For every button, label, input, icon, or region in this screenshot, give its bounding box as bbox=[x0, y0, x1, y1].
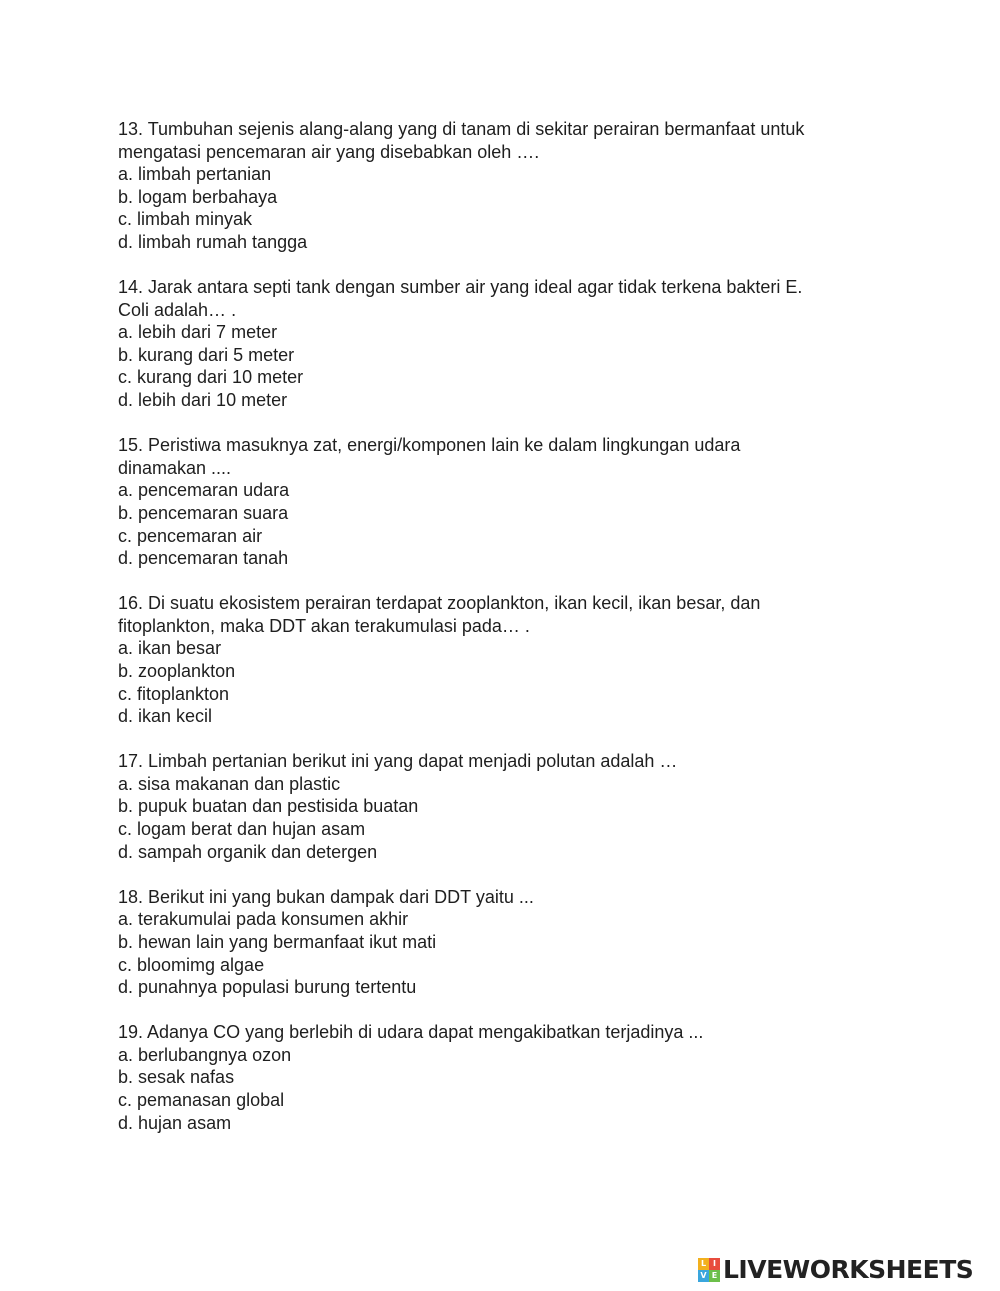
logo-letter: I bbox=[709, 1258, 720, 1270]
option-a: a. terakumulai pada konsumen akhir bbox=[118, 909, 409, 930]
question-17 bbox=[118, 750, 878, 863]
option-b: b. kurang dari 5 meter bbox=[118, 344, 295, 365]
question-text: fitoplankton, maka DDT akan terakumulasi pada… . bbox=[118, 615, 530, 636]
option-c: c. bloomimg algae bbox=[118, 954, 265, 975]
option-c: c. fitoplankton bbox=[118, 683, 230, 704]
option-a: a. pencemaran udara bbox=[118, 480, 290, 501]
option-a: a. sisa makanan dan plastic bbox=[118, 773, 341, 794]
option-c: c. kurang dari 10 meter bbox=[118, 367, 304, 388]
option-a: a. ikan besar bbox=[118, 638, 222, 659]
question-text: 19. Adanya CO yang berlebih di udara dapat mengakibatkan terjadinya ... bbox=[118, 1022, 704, 1043]
question-15 bbox=[118, 434, 878, 570]
option-c: c. pencemaran air bbox=[118, 525, 263, 546]
option-a: a. lebih dari 7 meter bbox=[118, 322, 278, 343]
option-a: a. berlubangnya ozon bbox=[118, 1044, 292, 1065]
option-d: d. lebih dari 10 meter bbox=[118, 390, 288, 411]
brand-name: LIVEWORKSHEETS bbox=[723, 1255, 974, 1284]
question-text: 14. Jarak antara septi tank dengan sumber air yang ideal agar tidak terkena bakteri E. bbox=[118, 277, 803, 298]
option-b: b. logam berbahaya bbox=[118, 186, 278, 207]
option-c: c. limbah minyak bbox=[118, 209, 253, 230]
option-b: b. zooplankton bbox=[118, 660, 236, 681]
option-b: b. hewan lain yang bermanfaat ikut mati bbox=[118, 931, 437, 952]
question-text: 17. Limbah pertanian berikut ini yang dapat menjadi polutan adalah … bbox=[118, 751, 678, 772]
option-d: d. pencemaran tanah bbox=[118, 548, 289, 569]
option-b: b. pupuk buatan dan pestisida buatan bbox=[118, 796, 419, 817]
logo-letter: L bbox=[698, 1258, 709, 1270]
question-14 bbox=[118, 276, 878, 412]
option-a: a. limbah pertanian bbox=[118, 164, 272, 185]
question-text: Coli adalah… . bbox=[118, 299, 237, 320]
question-text: 18. Berikut ini yang bukan dampak dari DDT yaitu ... bbox=[118, 886, 534, 907]
option-d: d. hujan asam bbox=[118, 1112, 232, 1133]
question-16 bbox=[118, 592, 878, 728]
question-text: dinamakan .... bbox=[118, 457, 232, 478]
logo-letter: E bbox=[709, 1270, 720, 1282]
question-18 bbox=[118, 886, 878, 999]
question-13 bbox=[118, 118, 878, 254]
option-c: c. pemanasan global bbox=[118, 1089, 285, 1110]
option-d: d. punahnya populasi burung tertentu bbox=[118, 977, 417, 998]
option-b: b. sesak nafas bbox=[118, 1067, 235, 1088]
question-19 bbox=[118, 1021, 878, 1134]
worksheet bbox=[118, 118, 878, 1157]
question-text: 16. Di suatu ekosistem perairan terdapat zooplankton, ikan kecil, ikan besar, dan bbox=[118, 593, 761, 614]
question-text: mengatasi pencemaran air yang disebabkan oleh …. bbox=[118, 141, 540, 162]
option-d: d. sampah organik dan detergen bbox=[118, 841, 378, 862]
option-d: d. limbah rumah tangga bbox=[118, 231, 308, 252]
option-c: c. logam berat dan hujan asam bbox=[118, 819, 366, 840]
question-text: 15. Peristiwa masuknya zat, energi/komponen lain ke dalam lingkungan udara bbox=[118, 435, 741, 456]
option-b: b. pencemaran suara bbox=[118, 502, 289, 523]
liveworksheets-logo-icon bbox=[698, 1258, 720, 1282]
option-d: d. ikan kecil bbox=[118, 706, 213, 727]
question-text: 13. Tumbuhan sejenis alang-alang yang di tanam di sekitar perairan bermanfaat untuk bbox=[118, 119, 805, 139]
liveworksheets-brand bbox=[698, 1256, 973, 1284]
logo-letter: V bbox=[698, 1270, 709, 1282]
